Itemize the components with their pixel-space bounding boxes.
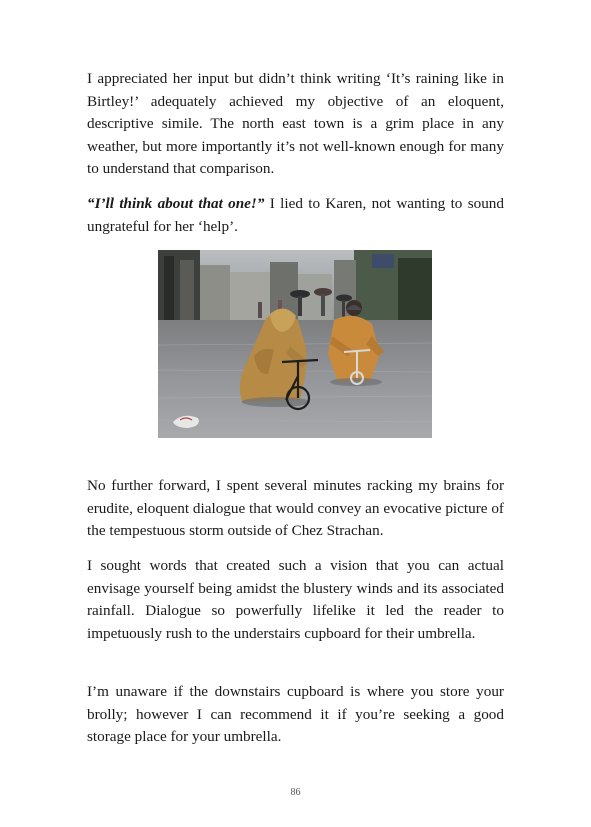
paragraph-vision: I sought words that created such a vision that you can actual envisage yourself being amidst the blustery winds and its associated rainfall. Dialogue so powerfully lifelike it led the reader to impetuously rush to the understairs cupboard for their umbrella. bbox=[87, 557, 504, 642]
paragraph-karen-reply bbox=[87, 193, 504, 238]
paragraph-birtley: I appreciated her input but didn’t think writing ‘It’s raining like in Birtley!’ adequately achieved my objective of an eloquent, descriptive simile. The north east town is a grim place in any weather, but more importantly it’s not well-known enough for many to understand that comparison. bbox=[87, 70, 504, 177]
paragraph-racking-brains: No further forward, I spent several minutes racking my brains for erudite, eloquent dialogue that would convey an evocative picture of the tempestuous storm outside of Chez Strachan. bbox=[87, 477, 504, 539]
flood-photo bbox=[158, 250, 432, 438]
page-number: 86 bbox=[290, 787, 301, 798]
paragraph-brolly: I’m unaware if the downstairs cupboard is where you store your brolly; however I can recommend it if you’re seeking a good storage place for your umbrella. bbox=[87, 683, 504, 745]
dialogue-narration: I lied to Karen, not wanting to sound ungrateful for her ‘help’. bbox=[87, 195, 504, 235]
dialogue-quote: “I’ll think about that one!” bbox=[87, 195, 265, 212]
